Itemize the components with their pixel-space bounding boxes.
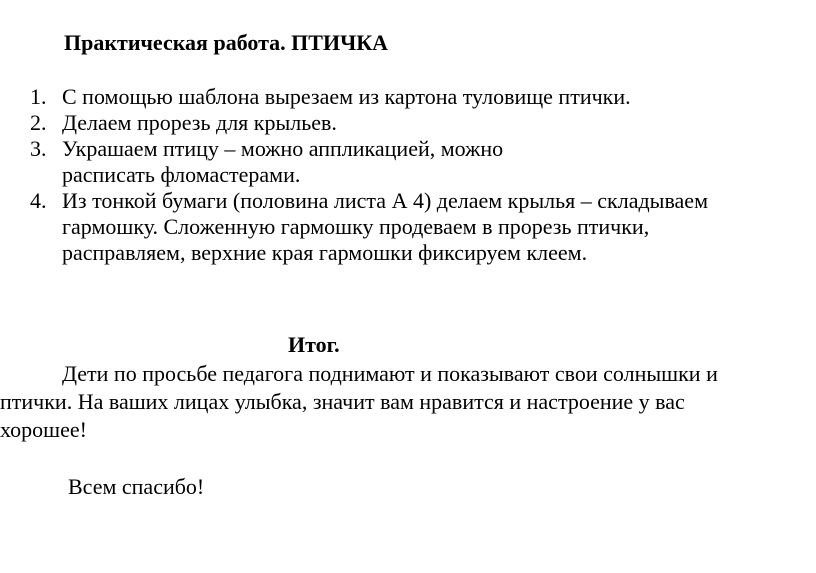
step-number: 2. <box>30 110 47 135</box>
step-text-line: гармошку. Сложенную гармошку продеваем в прорезь птички, <box>62 214 650 239</box>
step-number: 4. <box>30 188 47 213</box>
step-text-line: С помощью шаблона вырезаем из картона туловище птички. <box>62 84 631 109</box>
steps-list <box>0 84 816 266</box>
summary-line: птички. На ваших лицах улыбка, значит вам нравится и настроение у вас <box>0 389 685 414</box>
summary-paragraph <box>0 360 718 444</box>
document-title: Практическая работа. ПТИЧКА <box>64 30 389 55</box>
step-text-line: Украшаем птицу – можно аппликацией, можно <box>62 136 504 161</box>
step-item-4 <box>0 188 816 266</box>
thanks-text: Всем спасибо! <box>68 474 205 499</box>
summary-line: Дети по просьбе педагога поднимают и показывают свои солнышки и <box>62 361 718 386</box>
step-text-line: Делаем прорезь для крыльев. <box>62 110 337 135</box>
step-number: 1. <box>30 84 47 109</box>
summary-heading: Итог. <box>288 332 340 357</box>
step-item-3 <box>0 136 816 188</box>
step-number: 3. <box>30 136 47 161</box>
step-text-line: расписать фломастерами. <box>62 162 301 187</box>
summary-line: хорошее! <box>0 417 87 442</box>
step-item-2 <box>0 110 816 136</box>
step-text-line: Из тонкой бумаги (половина листа А 4) делаем крылья – складываем <box>62 188 708 213</box>
step-text-line: расправляем, верхние края гармошки фиксируем клеем. <box>62 240 588 265</box>
step-item-1 <box>0 84 816 110</box>
